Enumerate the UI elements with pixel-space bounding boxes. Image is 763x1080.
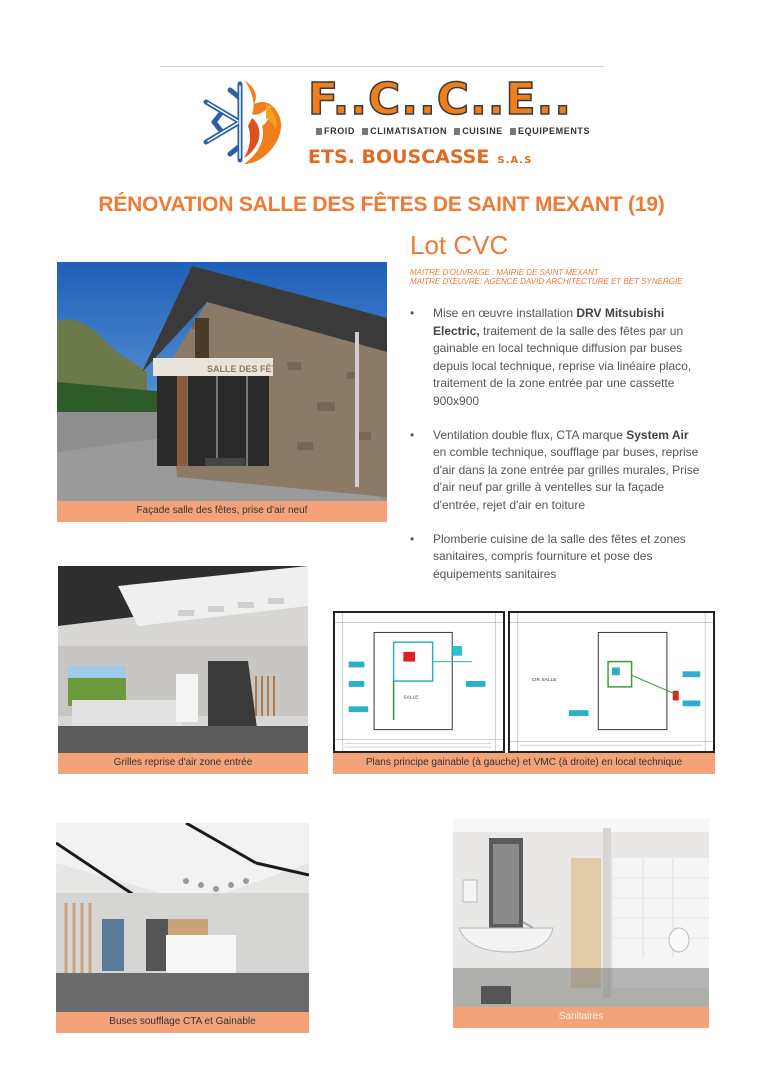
hall-caption: Buses soufflage CTA et Gainable — [56, 1012, 309, 1033]
lot-title: Lot CVC — [410, 230, 509, 260]
owner-line: MAITRE D'OUVRAGE : MAIRIE DE SAINT MEXANT — [410, 268, 599, 277]
facade-photo — [57, 262, 387, 502]
plan-left — [333, 611, 505, 753]
scope-item-ventilation: • Ventilation double flux, CTA marque System Air en comble technique, soufflage par buses, reprise d'air dans la zone entrée par grilles murales, Prise d'air neuf par grille à ventelles sur la façade d'entrée, rejet d'air en toiture — [410, 427, 700, 515]
page-title: RÉNOVATION SALLE DES FÊTES DE SAINT MEXANT (19) — [98, 193, 665, 216]
top-rule — [160, 66, 604, 67]
company-logo — [196, 74, 591, 174]
logo-acronym: F..C..C..E.. — [308, 74, 572, 125]
architect-line: MAITRE D'ŒUVRE: AGENCE DAVID ARCHITECTURE ET BET SYNERGIE — [410, 277, 683, 286]
scope-list — [410, 305, 700, 599]
scope-item-plumbing: • Plomberie cuisine de la salle des fêtes et zones sanitaires, compris fourniture et pose des équipements sanitaires — [410, 531, 700, 584]
plans-caption: Plans principe gainable (à gauche) et VMC (à droite) en local technique — [333, 753, 715, 774]
hall-photo — [56, 823, 309, 1013]
snowflake-flame-emblem-icon — [196, 74, 292, 170]
logo-tagline: FROID CLIMATISATION CUISINE EQUIPEMENTS — [312, 126, 590, 136]
scope-item-drv: • Mise en œuvre installation DRV Mitsubishi Electric, traitement de la salle des fêtes par un gainable en local technique diffusion par buses depuis local technique, reprise via linéaire placo, traitement de la zone entrée par une cassette 900x900 — [410, 305, 700, 411]
client-info — [410, 268, 710, 286]
facade-sign-text: SALLE DES FÊTES — [207, 364, 290, 374]
logo-company-name: ETS. BOUSCASSE S.A.S — [308, 146, 533, 168]
toilets-photo — [453, 818, 709, 1008]
plan-left-label: SALLE — [403, 695, 419, 701]
entrance-photo — [58, 566, 308, 754]
toilets-caption: Sanitaires — [453, 1007, 709, 1028]
facade-caption: Façade salle des fêtes, prise d'air neuf — [57, 501, 387, 522]
plan-right-label: CIR SALLE — [531, 678, 557, 684]
entrance-caption: Grilles reprise d'air zone entrée — [58, 753, 308, 774]
plan-right — [508, 611, 715, 753]
